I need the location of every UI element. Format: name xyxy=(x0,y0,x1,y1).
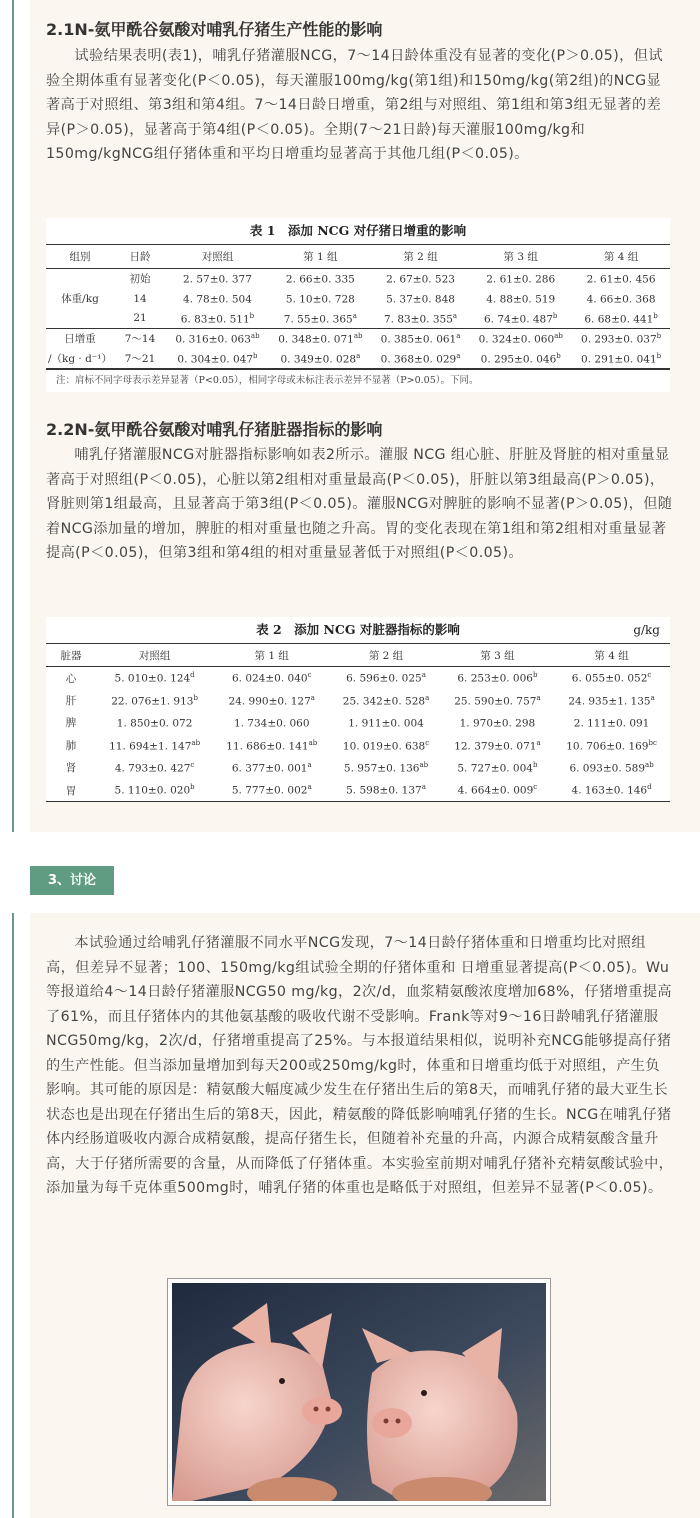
organ-cell: 肺 xyxy=(65,739,77,752)
value-cell: 6. 055±0. 052$^c$ xyxy=(571,671,652,685)
value-cell: 2. 57±0. 377 xyxy=(182,273,252,286)
right-piglet xyxy=(362,1328,518,1501)
table-1-col-header: 组别 xyxy=(69,251,91,263)
value-cell: 4. 163±0. 146$^d$ xyxy=(571,783,652,797)
table-row xyxy=(46,349,670,369)
value-cell: 10. 706±0. $169^{bc}$ xyxy=(566,738,657,752)
value-cell: 0. 324±0. $060^{ab}$ xyxy=(478,332,563,346)
value-cell: 4. 793±0. 427$^c$ xyxy=(114,761,195,775)
value-cell: 0. 293±0. 037$^b$ xyxy=(581,332,662,346)
table-row xyxy=(46,289,670,309)
value-cell: 6. 83±0. 511$^b$ xyxy=(180,311,255,325)
row-group-label: 日增重 xyxy=(64,333,96,346)
left-rule-bottom xyxy=(12,913,14,1518)
value-cell: 25. 342±0. 528$^a$ xyxy=(342,693,430,707)
value-cell: 25. 590±0. 757$^a$ xyxy=(454,693,541,707)
value-cell: 0. 291±0. 041$^b$ xyxy=(581,351,662,365)
value-cell: 2. 67±0. 523 xyxy=(386,273,455,286)
table-2-caption: 表 2 添加 NCG 对脏器指标的影响 xyxy=(256,622,460,637)
value-cell: 2. 111±0. 091 xyxy=(573,717,650,730)
value-cell: 0. 349±0. 028$^a$ xyxy=(280,351,361,365)
section-3-paragraph: 本试验通过给哺乳仔猪灌服不同水平NCG发现，7～14日龄仔猪体重和日增重均比对照组高，但差异不显著；100、150mg/kg组试验全期的仔猪体重和 日增重显著提高(P＜0.05)。Wu等报道给4～14日龄仔猪灌服NCG50 mg/kg，2次/d，血浆精氨酸浓度增加68%，仔猪增重提高了61%，而且仔猪体内的其他氨基酸的吸收代谢不受影响。Frank等对9～16日龄哺乳仔猪灌服NCG50mg/kg，2次/d，仔猪增重提高了25%。与本报道结果相似，说明补充NCG能够提高仔猪的生产性能。但当添加量增加到每天200或250mg/kg时，体重和日增重均低于对照组，产生负影响。其可能的原因是：精氨酸大幅度减少发生在仔猪出生后的第8天，而哺乳仔猪的最大亚生长状态也是出现在仔猪出生后的第8天，因此，精氨酸的降低影响哺乳仔猪的生长。NCG在哺乳仔猪体内经肠道吸收内源合成精氨酸，提高仔猪生长，但随着补充量的升高，内源合成精氨酸含量升高，大于仔猪所需要的含量，从而降低了仔猪体重。本实验室前期对哺乳仔猪补充精氨酸试验中，添加量为每千克体重500mg时，哺乳仔猪的体重也是略低于对照组，但差异不显著(P＜0.05)。 xyxy=(46,935,674,1196)
age-cell: 14 xyxy=(133,292,147,305)
value-cell: 7. 55±0. 365$^a$ xyxy=(283,311,357,325)
section-3-badge: 3、讨论 xyxy=(30,866,114,895)
value-cell: 6. 68±0. 441$^b$ xyxy=(584,311,658,325)
value-cell: 4. 78±0. 504 xyxy=(182,293,252,306)
value-cell: 4. 66±0. 368 xyxy=(586,293,656,306)
organ-cell: 脾 xyxy=(65,717,77,730)
table-1-col-header: 日龄 xyxy=(129,251,151,263)
age-cell: 21 xyxy=(133,312,147,325)
value-cell: 2. 66±0. 335 xyxy=(285,273,355,286)
value-cell: 0. 316±0. $063^{ab}$ xyxy=(175,332,260,346)
table-2-grid xyxy=(46,643,670,802)
value-cell: 5. 10±0. 728 xyxy=(285,293,355,306)
table-1-note: 注：肩标不同字母表示差异显著（P<0.05），相同字母或未标注表示差异不显著（P>0.05）。下同。 xyxy=(46,369,670,392)
table-1-grid xyxy=(46,244,670,369)
table-2-col-header: 第 3 组 xyxy=(480,649,515,662)
value-cell: 7. 83±0. 355$^a$ xyxy=(383,311,458,325)
table-1-body xyxy=(46,269,670,369)
value-cell: 5. 598±0. 137$^a$ xyxy=(346,783,426,797)
piglets-photo xyxy=(172,1283,546,1501)
value-cell: 11. 686±0. $141^{ab}$ xyxy=(226,738,318,752)
table-row xyxy=(46,757,670,780)
value-cell: 5. 957±0. $136^{ab}$ xyxy=(343,761,429,775)
table-1-col-header: 第 1 组 xyxy=(303,251,338,263)
value-cell: 6. 024±0. 040$^c$ xyxy=(231,671,312,685)
organ-cell: 心 xyxy=(65,672,77,685)
table-1-caption: 表 1 添加 NCG 对仔猪日增重的影响 xyxy=(249,223,467,238)
value-cell: 12. 379±0. 071$^a$ xyxy=(454,738,541,752)
value-cell: 6. 74±0. 487$^b$ xyxy=(484,311,558,325)
table-row xyxy=(46,712,670,735)
value-cell: 5. 110±0. 020$^b$ xyxy=(114,783,195,797)
table-2-caption-row xyxy=(46,617,670,643)
table-2-unit: g/kg xyxy=(633,623,660,637)
value-cell: 0. 368±0. 029$^a$ xyxy=(380,351,461,365)
value-cell: 5. 010±0. 124$^d$ xyxy=(114,671,195,685)
value-cell: 6. 093±0. $589^{ab}$ xyxy=(569,761,654,775)
section-2-1-paragraph: 试验结果表明(表1)，哺乳仔猪灌服NCG，7～14日龄体重没有显著的变化(P＞0.05)，但试验全期体重有显著变化(P＜0.05)，每天灌服100mg/kg(第1组)和150mg/kg(第2组)的NCG显著高于对照组、第3组和第4组。7～14日龄日增重，第2组与对照组、第1组和第3组无显著的差异(P＞0.05)，显著高于第4组(P＜0.05)。全期(7～21日龄)每天灌服100mg/kg和150mg/kgNCG组仔猪体重和平均日增重均显著高于其他几组(P＜0.05)。 xyxy=(46,48,663,162)
value-cell: 6. 253±0. 006$^b$ xyxy=(457,671,538,685)
organ-cell: 肾 xyxy=(65,762,77,775)
value-cell: 10. 019±0. 638$^c$ xyxy=(342,738,430,752)
results-card xyxy=(30,0,700,832)
table-1-header-row xyxy=(46,245,670,269)
table-row xyxy=(46,689,670,712)
table-row xyxy=(46,667,670,690)
table-row xyxy=(46,779,670,802)
piglets-illustration xyxy=(172,1283,546,1501)
value-cell: 24. 935±1. 135$^a$ xyxy=(568,693,655,707)
value-cell: 5. 37±0. 848 xyxy=(386,293,455,306)
table-2 xyxy=(46,617,670,802)
table-1-col-header: 第 4 组 xyxy=(603,251,639,263)
value-cell: 0. 385±0. 061$^a$ xyxy=(380,332,461,346)
table-2-col-header: 对照组 xyxy=(138,649,171,662)
table-row xyxy=(46,329,670,349)
left-rule-top xyxy=(12,0,14,832)
value-cell: 4. 88±0. 519 xyxy=(486,293,556,306)
value-cell: 0. 348±0. $071^{ab}$ xyxy=(278,332,363,346)
value-cell: 4. 664±0. 009$^c$ xyxy=(457,783,538,797)
organ-cell: 胃 xyxy=(65,784,77,797)
table-2-col-header: 第 2 组 xyxy=(368,649,404,662)
table-1 xyxy=(46,218,670,392)
value-cell: 1. 911±0. 004 xyxy=(348,717,424,730)
value-cell: 6. 596±0. 025$^a$ xyxy=(346,671,426,685)
value-cell: 11. 694±1. $147^{ab}$ xyxy=(109,738,201,752)
table-row xyxy=(46,269,670,289)
table-2-col-header: 第 4 组 xyxy=(594,649,629,662)
value-cell: 1. 734±0. 060 xyxy=(233,717,310,730)
table-1-col-header: 第 3 组 xyxy=(503,251,538,263)
value-cell: 1. 970±0. 298 xyxy=(459,717,536,730)
table-row xyxy=(46,734,670,757)
section-2-1-heading: 2.1N-氨甲酰谷氨酸对哺乳仔猪生产性能的影响 xyxy=(46,20,383,39)
value-cell: 5. 777±0. 002$^a$ xyxy=(231,783,312,797)
value-cell: 6. 377±0. 001$^a$ xyxy=(231,761,312,775)
value-cell: 22. 076±1. 913$^b$ xyxy=(111,693,198,707)
age-cell: 7～14 xyxy=(124,333,156,346)
table-2-header-row xyxy=(46,644,670,667)
value-cell: 0. 304±0. 047$^b$ xyxy=(177,351,258,365)
value-cell: 2. 61±0. 286 xyxy=(486,273,556,286)
section-2-2-paragraph: 哺乳仔猪灌服NCG对脏器指标影响如表2所示。灌服 NCG 组心脏、肝脏及肾脏的相对重量显著高于对照组(P＜0.05)，心脏以第2组相对重量最高(P＜0.05)，肝脏以第3组最高(P＞0.05)，肾脏则第1组最高，且显著高于第3组(P＜0.05)。灌服NCG对脾脏的影响不显著(P＞0.05)，但随着NCG添加量的增加，脾脏的相对重量也随之升高。胃的变化表现在第1组和第2组相对重量显著提高(P＜0.05)，但第3组和第4组的相对重量显著低于对照组(P＜0.05)。 xyxy=(46,447,673,561)
table-row xyxy=(46,309,670,329)
value-cell: 1. 850±0. 072 xyxy=(116,717,193,730)
organ-cell: 肝 xyxy=(65,694,77,707)
piglets-photo-frame xyxy=(167,1278,551,1506)
table-1-col-header: 对照组 xyxy=(201,251,234,263)
value-cell: 24. 990±0. 127$^a$ xyxy=(228,693,315,707)
table-2-body xyxy=(46,667,670,802)
value-cell: 2. 61±0. 456 xyxy=(586,273,656,286)
table-2-col-header: 脏器 xyxy=(60,649,82,662)
value-cell: 5. 727±0. 004$^b$ xyxy=(457,761,538,775)
row-group-label: 体重/kg xyxy=(61,293,99,305)
value-cell: 0. 295±0. 046$^b$ xyxy=(480,351,561,365)
age-cell: 7～21 xyxy=(124,352,156,365)
table-2-col-header: 第 1 组 xyxy=(254,649,289,662)
age-cell: 初始 xyxy=(129,273,151,286)
section-2-2-heading: 2.2N-氨甲酰谷氨酸对哺乳仔猪脏器指标的影响 xyxy=(46,420,383,439)
row-group-label: /（kg · d⁻¹） xyxy=(47,352,113,365)
table-1-col-header: 第 2 组 xyxy=(403,251,438,263)
